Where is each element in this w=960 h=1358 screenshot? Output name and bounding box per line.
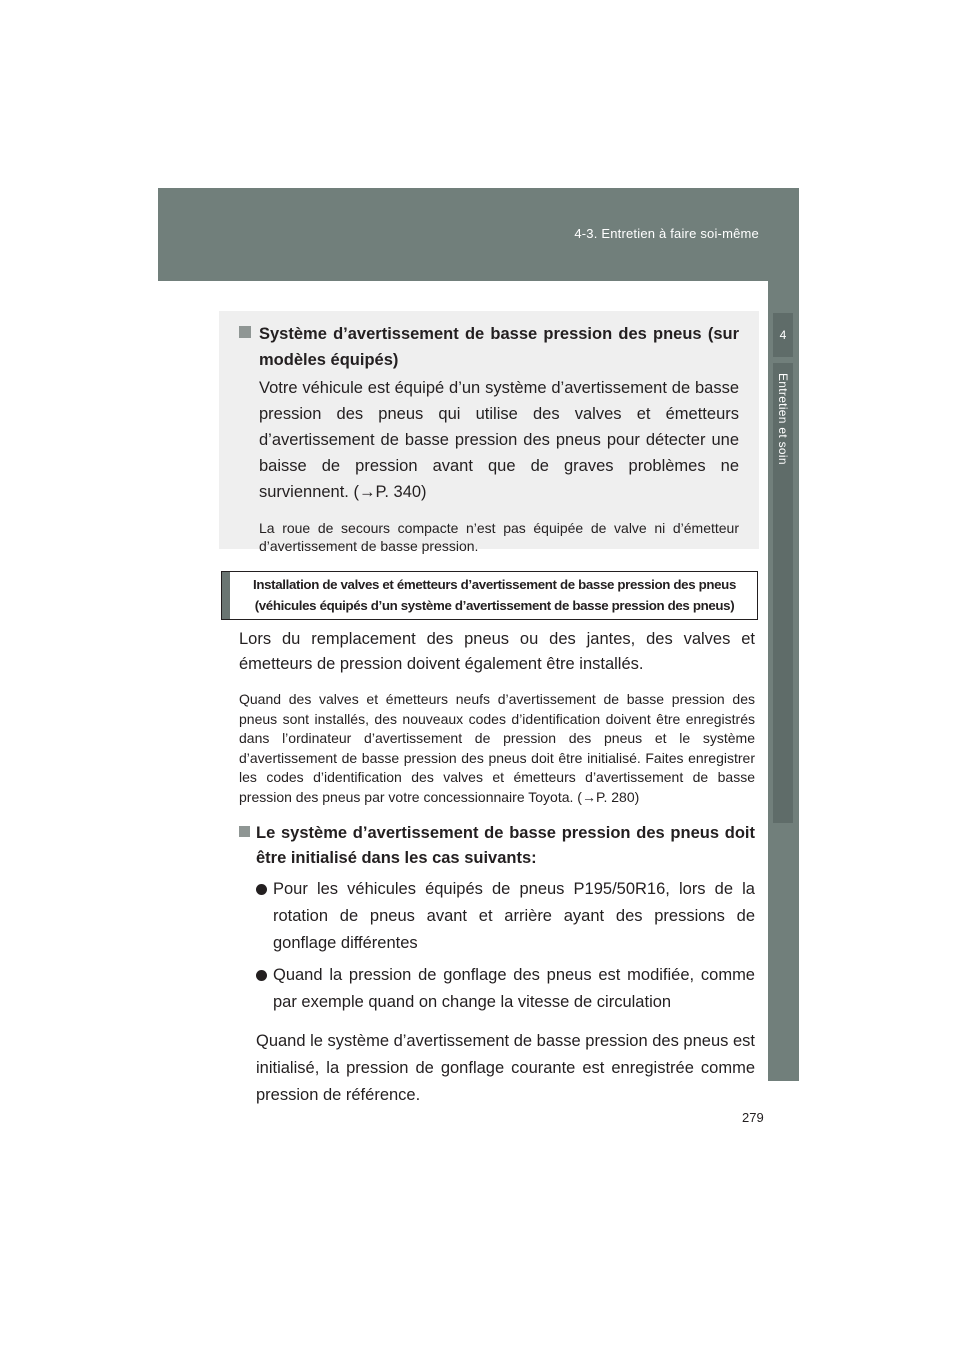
info-box-heading-text: Système d’avertissement de basse pression des pneus (sur modèles équipés) xyxy=(259,325,739,369)
subheading xyxy=(239,821,755,871)
square-bullet-icon xyxy=(239,826,250,837)
header-band xyxy=(158,188,799,281)
banner-title-line2: (véhicules équipés d’un système d’avertissement de basse pression des pneus) xyxy=(254,598,735,613)
info-box-body: Votre véhicule est équipé d’un système d’avertissement de basse pression des pneus qui utilise des valves et émetteurs d’avertissement de basse pression des pneus pour détecter une baisse de pression avant que de graves problèmes ne surviennent. (→P. 340) xyxy=(259,379,739,501)
circle-bullet-icon xyxy=(256,884,267,895)
chapter-label-text: Entretien et soin xyxy=(776,373,790,465)
chapter-label xyxy=(773,363,793,823)
square-bullet-icon xyxy=(239,326,251,338)
info-box-heading xyxy=(239,321,739,373)
section-banner xyxy=(221,571,758,620)
banner-title xyxy=(234,574,755,616)
info-box-content xyxy=(239,321,739,555)
chapter-number: 4 xyxy=(773,313,793,357)
info-box xyxy=(219,311,759,554)
intro-paragraph: Lors du remplacement des pneus ou des jantes, des valves et émetteurs de pression doivent également être installés. xyxy=(239,630,755,673)
detail-paragraph: Quand des valves et émetteurs neufs d’avertissement de basse pression des pneus sont installés, des nouveaux codes d’identification doivent être enregistrés dans l’ordinateur d’avertissement de pression des pneus et le système d’avertissement de basse pression des pneus doit être initialisé. Faites enregistrer les codes d’identification des valves et émetteurs d’avertissement de basse pression des pneus par votre concessionnaire Toyota. (→P. 280) xyxy=(239,691,755,805)
banner-accent-bar xyxy=(222,572,230,619)
banner-title-line1: Installation de valves et émetteurs d’avertissement de basse pression des pneus xyxy=(252,577,736,592)
closing-paragraph: Quand le système d’avertissement de basse pression des pneus est initialisé, la pression de gonflage courante est enregistrée comme pression de référence. xyxy=(256,1032,755,1104)
info-box-note: La roue de secours compacte n’est pas équipée de valve ni d’émetteur d’avertissement de basse pression. xyxy=(259,520,739,554)
list-item-text: Pour les véhicules équipés de pneus P195/50R16, lors de la rotation de pneus avant et arrière ayant des pressions de gonflage différentes xyxy=(273,880,755,952)
page-number: 279 xyxy=(742,1110,764,1125)
section-title: 4-3. Entretien à faire soi-même xyxy=(574,226,759,241)
subheading-text: Le système d’avertissement de basse pression des pneus doit être initialisé dans les cas suivants: xyxy=(256,824,755,867)
circle-bullet-icon xyxy=(256,970,267,981)
list-item-text: Quand la pression de gonflage des pneus est modifiée, comme par exemple quand on change la vitesse de circulation xyxy=(273,966,755,1011)
list-item xyxy=(256,876,755,957)
main-content xyxy=(239,627,755,1109)
list-item xyxy=(256,962,755,1016)
